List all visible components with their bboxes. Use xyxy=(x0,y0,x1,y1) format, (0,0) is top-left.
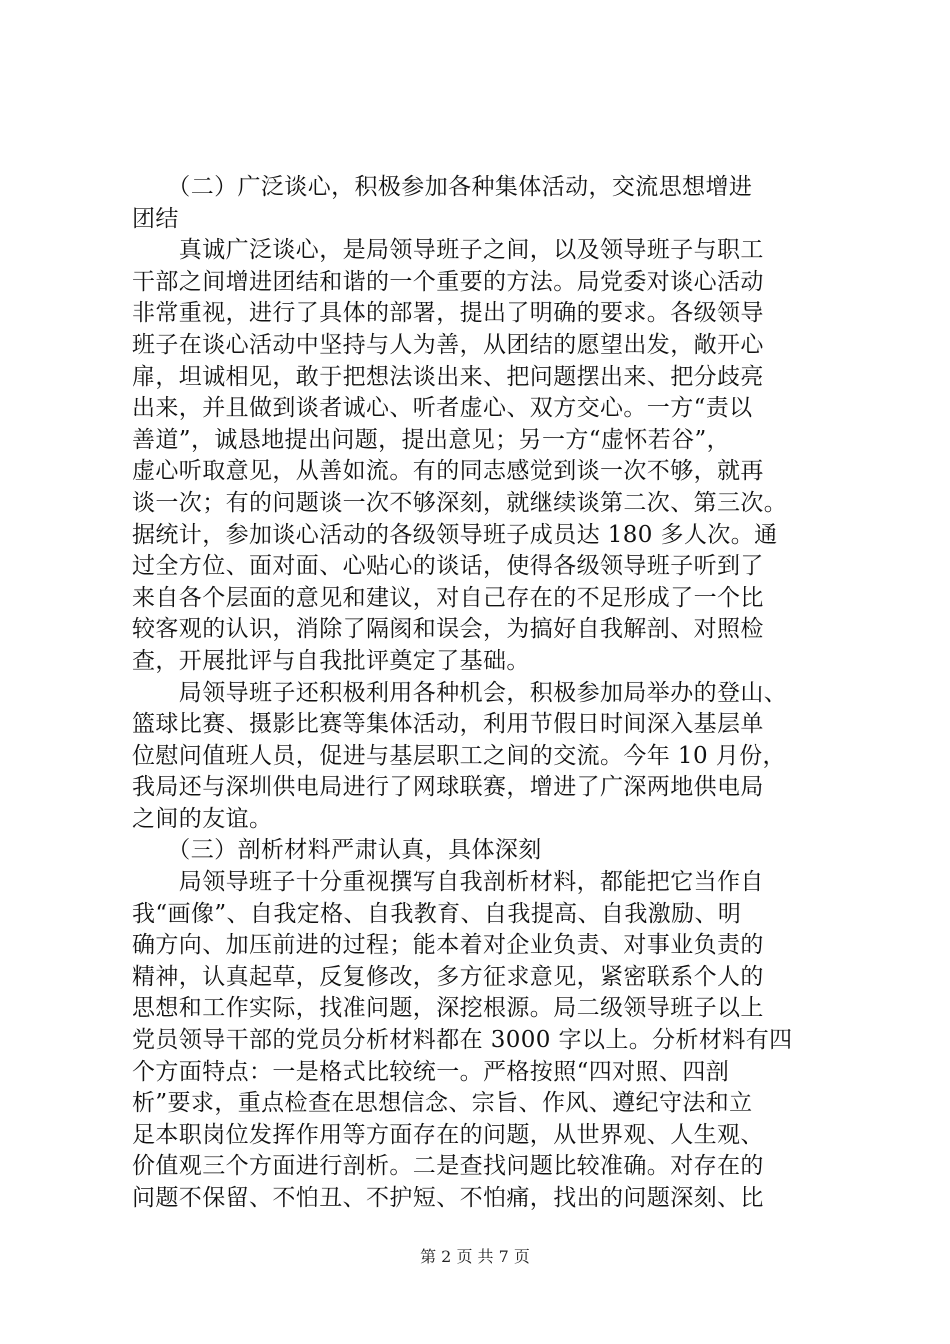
text-line: 确方向、加压前进的过程；能本着对企业负责、对事业负责的 xyxy=(132,932,764,959)
text-line: 来自各个层面的意见和建议，对自己存在的不足形成了一个比 xyxy=(132,584,764,611)
text-line: 价值观三个方面进行剖析。二是查找问题比较准确。对存在的 xyxy=(132,1153,764,1180)
text-line: 查，开展批评与自我批评奠定了基础。 xyxy=(132,647,530,674)
text-line: 真诚广泛谈心，是局领导班子之间，以及领导班子与职工 xyxy=(132,237,764,264)
text-line: 局领导班子十分重视撰写自我剖析材料，都能把它当作自 xyxy=(132,869,764,896)
text-line: 较客观的认识，消除了隔阂和误会，为搞好自我解剖、对照检 xyxy=(132,616,764,643)
text-line: 个方面特点：一是格式比较统一。严格按照“四对照、四剖 xyxy=(132,1058,730,1085)
text-line: 思想和工作实际，找准问题，深挖根源。局二级领导班子以上 xyxy=(132,995,764,1022)
text-line: 析”要求，重点检查在思想信念、宗旨、作风、遵纪守法和立 xyxy=(132,1090,753,1117)
text-line: 据统计，参加谈心活动的各级领导班子成员达 180 多人次。通 xyxy=(132,521,778,548)
text-line: 干部之间增进团结和谐的一个重要的方法。局党委对谈心活动 xyxy=(132,268,764,295)
document-body xyxy=(132,172,832,1215)
text-line: 虚心听取意见，从善如流。有的同志感觉到谈一次不够，就再 xyxy=(132,458,764,485)
page-footer: 第 2 页 共 7 页 xyxy=(420,1247,530,1266)
text-line: 我“画像”、自我定格、自我教育、自我提高、自我激励、明 xyxy=(132,900,742,927)
text-line: 非常重视，进行了具体的部署，提出了明确的要求。各级领导 xyxy=(132,300,764,327)
text-line: 我局还与深圳供电局进行了网球联赛，增进了广深两地供电局 xyxy=(132,774,764,801)
text-line: 班子在谈心活动中坚持与人为善，从团结的愿望出发，敞开心 xyxy=(132,331,764,358)
text-line: 善道”，诚恳地提出问题，提出意见；另一方“虚怀若谷”， xyxy=(132,426,731,453)
text-line: 问题不保留、不怕丑、不护短、不怕痛，找出的问题深刻、比 xyxy=(132,1185,764,1211)
text-line: 之间的友谊。 xyxy=(132,805,273,832)
text-line: 团结 xyxy=(132,205,179,232)
text-line: 过全方位、面对面、心贴心的谈话，使得各级领导班子听到了 xyxy=(132,553,764,580)
text-line: 足本职岗位发挥作用等方面存在的问题，从世界观、人生观、 xyxy=(132,1121,764,1148)
text-line: 党员领导干部的党员分析材料都在 3000 字以上。分析材料有四 xyxy=(132,1027,793,1054)
section-heading: （三）剖析材料严肃认真，具体深刻 xyxy=(132,837,542,864)
text-line: 局领导班子还积极利用各种机会，积极参加局举办的登山、 xyxy=(132,679,788,706)
text-line: 精神，认真起草，反复修改，多方征求意见，紧密联系个人的 xyxy=(132,963,764,990)
text-line: 位慰问值班人员，促进与基层职工之间的交流。今年 10 月份， xyxy=(132,742,786,769)
text-line: 篮球比赛、摄影比赛等集体活动，利用节假日时间深入基层单 xyxy=(132,711,764,738)
text-line: 出来，并且做到谈者诚心、听者虚心、双方交心。一方“责以 xyxy=(132,395,753,422)
text-line: 谈一次；有的问题谈一次不够深刻，就继续谈第二次、第三次。 xyxy=(132,489,788,516)
text-line: 扉，坦诚相见，敢于把想法谈出来、把问题摆出来、把分歧亮 xyxy=(132,363,764,390)
text-line: （二）广泛谈心，积极参加各种集体活动，交流思想增进 xyxy=(132,174,753,200)
